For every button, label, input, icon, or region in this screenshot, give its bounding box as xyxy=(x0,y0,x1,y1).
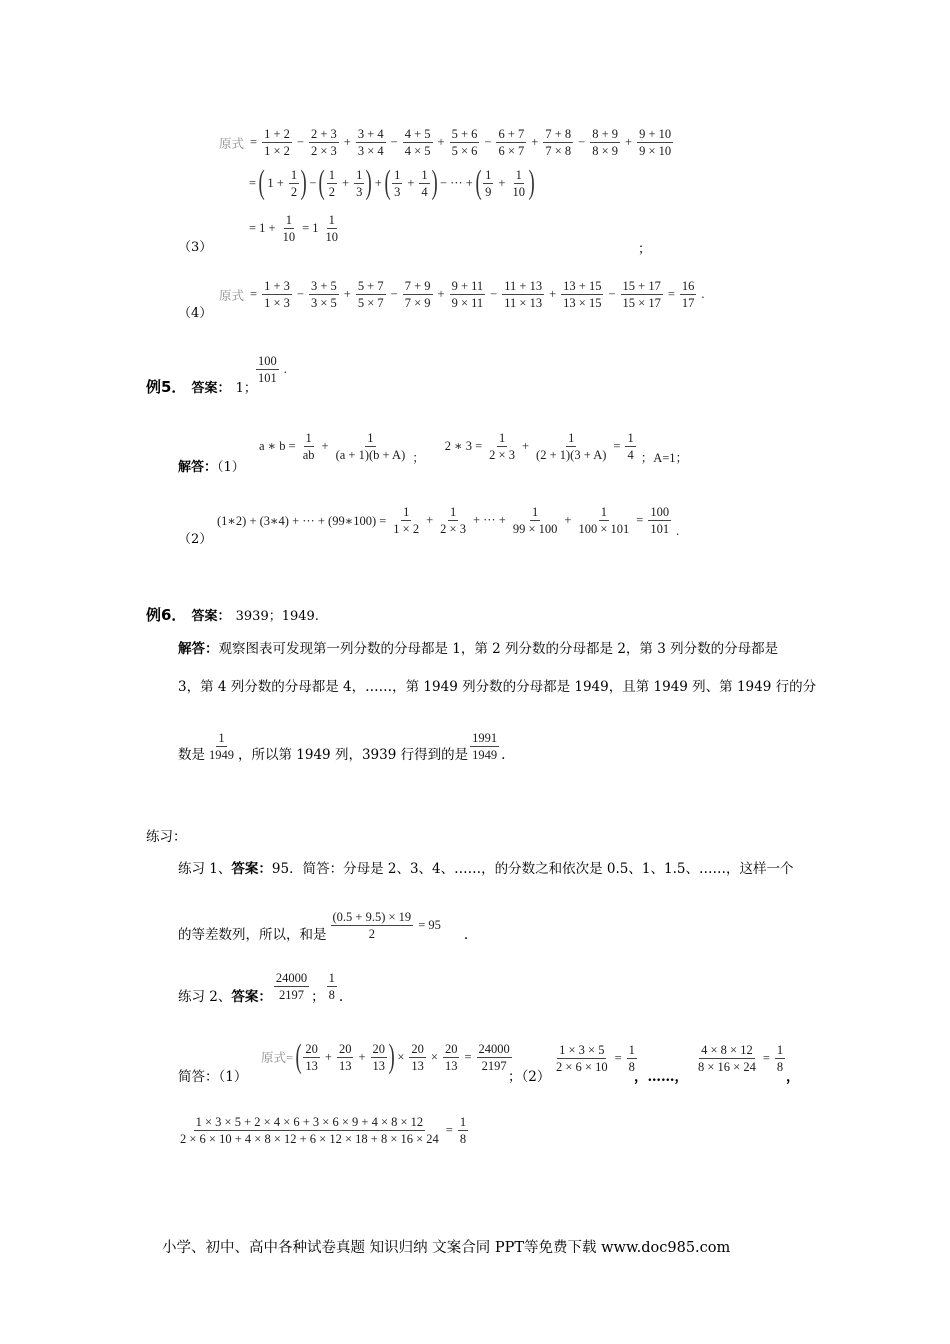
fraction: $\frac{16}{17}$ xyxy=(681,279,695,310)
operator: − xyxy=(578,135,586,149)
ex6-line1: 解答：观察图表可发现第一列分数的分母都是 1，第 2 列分数的分母都是 2，第 3 列分数的分母都是 xyxy=(178,641,779,657)
fraction: $\frac{3 + 4}{3 \times 4}$ xyxy=(357,127,384,158)
s4-lead: 原式 xyxy=(219,288,245,303)
eq: = xyxy=(249,175,257,190)
eq: = 1 + xyxy=(249,221,276,235)
fraction: $\frac{5 + 6}{5 \times 6}$ xyxy=(451,127,478,158)
p2-formula1: 原式= ( $\frac{20}{13}$ + $\frac{20}{13}$ + $\frac{20}{13}$ ) × $\frac{20}{13}$ × $\frac{20}{13}$ = $\frac{24000}{2197}$ xyxy=(261,1038,510,1075)
paren-close: ) xyxy=(300,164,307,201)
comma: ， xyxy=(786,1069,800,1085)
paren-open: ( xyxy=(258,164,265,201)
fraction: $\frac{9 + 10}{9 \times 10}$ xyxy=(639,127,672,158)
operator: = xyxy=(250,287,258,301)
operator: − xyxy=(390,135,398,149)
s3-label: （3） xyxy=(178,240,213,255)
fraction: $\frac{1 + 3}{1 \times 3}$ xyxy=(264,279,290,310)
fraction: $\frac{8 + 9}{8 \times 9}$ xyxy=(592,127,619,158)
ex5-heading-row xyxy=(146,376,257,397)
ex5-a-result: ；A=1； xyxy=(640,451,689,465)
fraction: $\frac{5 + 7}{5 \times 7}$ xyxy=(357,279,384,310)
operator: = xyxy=(667,287,675,301)
fraction: $\frac{4 + 5}{4 \times 5}$ xyxy=(404,127,431,158)
ex5-answer-text: 1； xyxy=(235,381,257,396)
s3-line2: = ( 1 + $\frac{1}{2}$ ) − ( $\frac{1}{2}$ + $\frac{1}{3}$ ) + ( $\frac{1}{3}$ + $\frac{1}{4}$ ) − ··· + ( $\frac{1}{9}$ + $\frac{1}{10}$ ) xyxy=(249,164,535,201)
fraction: $\frac{7 + 8}{7 \times 8}$ xyxy=(545,127,572,158)
fraction: $\frac{1}{10}$ xyxy=(512,167,525,199)
operator: − xyxy=(484,135,492,149)
operator: + xyxy=(625,135,633,149)
paren-open: ( xyxy=(319,164,326,201)
term: 1 + xyxy=(267,175,284,190)
ex5-part1: （1） xyxy=(217,460,245,475)
ex5-part2: （2） xyxy=(178,532,213,547)
footer: 小学、初中、高中各种试卷真题 知识归纳 文案合同 PPT等免费下载 www.doc985.com xyxy=(162,1240,731,1256)
operator: − xyxy=(296,135,304,149)
op: + xyxy=(374,175,382,190)
practice-heading: 练习： xyxy=(146,829,187,845)
operator: + xyxy=(437,287,445,301)
ex6-answer-label: 答案： xyxy=(191,609,231,624)
fraction: $\frac{1}{2}$ xyxy=(328,167,336,199)
ex5-answer-fraction: $\frac{100}{101}$ . xyxy=(258,354,287,385)
ex6-answer-text: 3939；1949. xyxy=(235,609,319,624)
operator: + xyxy=(531,135,539,149)
ex5-solution xyxy=(178,456,245,475)
fraction: $\frac{9 + 11}{9 \times 11}$ xyxy=(451,279,484,310)
p2-line: 练习 2、 答案： $\frac{24000}{2197}$ ； $\frac{1}{8}$ . xyxy=(178,970,344,1005)
operator: − xyxy=(608,287,616,301)
operator: + xyxy=(437,135,445,149)
operator: − xyxy=(390,287,398,301)
p2-formula2: $\frac{1 \times 3 \times 5}{2 \times 6 \times 10}$ = $\frac{1}{8}$ xyxy=(556,1043,635,1074)
p1-line1: 练习 1、答案：95．简答：分母是 2、3、4、……，的分数之和依次是 0.5、1、1.5、……，这样一个 xyxy=(178,861,794,877)
ex5-heading: 例5． xyxy=(146,378,187,396)
op: − xyxy=(309,175,317,190)
s4-label: （4） xyxy=(178,306,213,321)
s3-line3 xyxy=(246,212,342,245)
fraction: $\frac{11 + 13}{11 \times 13}$ xyxy=(504,279,543,310)
fraction: $\frac{1}{9}$ xyxy=(485,167,492,199)
ex6-line3: 数是 $\frac{1}{1949}$ ，所以第 1949 列，3939 行得到的是 $\frac{1991}{1949}$ . xyxy=(178,730,506,763)
operator: + xyxy=(343,135,351,149)
sep2: ；（2） xyxy=(508,1069,551,1085)
operator: + xyxy=(343,287,351,301)
fraction: $\frac{1 + 2}{1 \times 2}$ xyxy=(264,127,290,158)
ex6-line2: 3，第 4 列分数的分母都是 4，……，第 1949 列分数的分母都是 1949，且第 1949 列、第 1949 行的分 xyxy=(178,679,817,695)
ex6-heading: 例6． xyxy=(146,606,187,624)
s3-terms xyxy=(247,126,675,159)
fraction: $\frac{1}{3}$ xyxy=(356,167,363,199)
paren-close: ) xyxy=(528,164,535,201)
ex5-answer-label: 答案： xyxy=(191,381,231,396)
fraction: $\frac{1}{2}$ xyxy=(290,167,298,199)
s3-line1 xyxy=(216,126,675,159)
operator: − xyxy=(296,287,304,301)
brief-label: 简答：（1） xyxy=(178,1069,248,1085)
fraction: $\frac{6 + 7}{6 \times 7}$ xyxy=(498,127,525,158)
paren-close: ) xyxy=(365,164,373,201)
operator: − xyxy=(490,287,498,301)
paren-close: ) xyxy=(431,164,438,201)
op: + xyxy=(342,175,350,190)
dots: ，……， xyxy=(634,1069,688,1085)
fraction: $\frac{3 + 5}{3 \times 5}$ xyxy=(310,279,337,310)
p2-formula3: $\frac{4 \times 8 \times 12}{8 \times 16 \times 24}$ = $\frac{1}{8}$ xyxy=(698,1043,784,1074)
fraction: $\frac{1}{10}$ xyxy=(282,213,296,244)
fraction: $\frac{1}{4}$ xyxy=(421,167,428,199)
s4-line xyxy=(216,278,708,311)
p1-line2: 的等差数列，所以，和是 $\frac{(0.5 + 9.5) \times 19}{2}$ = 95 . xyxy=(178,909,469,943)
fraction: $\frac{2 + 3}{2 \times 3}$ xyxy=(310,127,337,158)
ex5-formula1: a ∗ b = $\frac{1}{ab}$ + $\frac{1}{(a + 1)(b + A)}$ ； 2 ∗ 3 = $\frac{1}{2 \times 3}$ + $\frac{1}{(2 + 1)(3 + A)}$ = $\frac{1}{4}$ ；A=1； xyxy=(259,430,689,465)
ex5-solution-label: 解答： xyxy=(178,460,218,475)
fraction: $\frac{7 + 9}{7 \times 9}$ xyxy=(404,279,431,310)
fraction: $\frac{13 + 15}{13 \times 15}$ xyxy=(563,279,602,310)
ex5-formula2: (1∗2) + (3∗4) + ··· + (99∗100) = $\frac{1}{1 \times 2}$ + $\frac{1}{2 \times 3}$ + ··· + $\frac{1}{99 \times 100}$ + $\frac{1}{100 \times 101}$ = $\frac{100}{101}$ . xyxy=(217,505,680,538)
paren-open: ( xyxy=(384,164,391,201)
op: − ··· + xyxy=(439,175,473,190)
operator: + xyxy=(549,287,557,301)
operator: = xyxy=(250,135,258,149)
s3-lead: 原式 xyxy=(219,136,245,151)
fraction: $\frac{1}{10}$ xyxy=(325,213,339,244)
p2-formula4: $\frac{1 \times 3 \times 5 + 2 \times 4 \times 6 + 3 \times 6 \times 9 + 4 \times 8 \times 12}{2 \times 6 \times 10 + 4 \times 8 \times 12 + 6 \times 12 \times 18 + 8 \times 16 \times 24}$ = $\frac{1}{8}$ xyxy=(180,1115,467,1146)
ex6-heading-row xyxy=(146,604,319,625)
eq: = 1 xyxy=(302,221,319,235)
fraction: $\frac{15 + 17}{15 \times 17}$ xyxy=(622,279,661,310)
s4-end: . xyxy=(701,287,705,301)
fraction: $\frac{1}{3}$ xyxy=(394,167,401,199)
paren-open: ( xyxy=(475,164,482,201)
s3-end: ； xyxy=(638,242,652,257)
s4-terms xyxy=(247,278,698,311)
